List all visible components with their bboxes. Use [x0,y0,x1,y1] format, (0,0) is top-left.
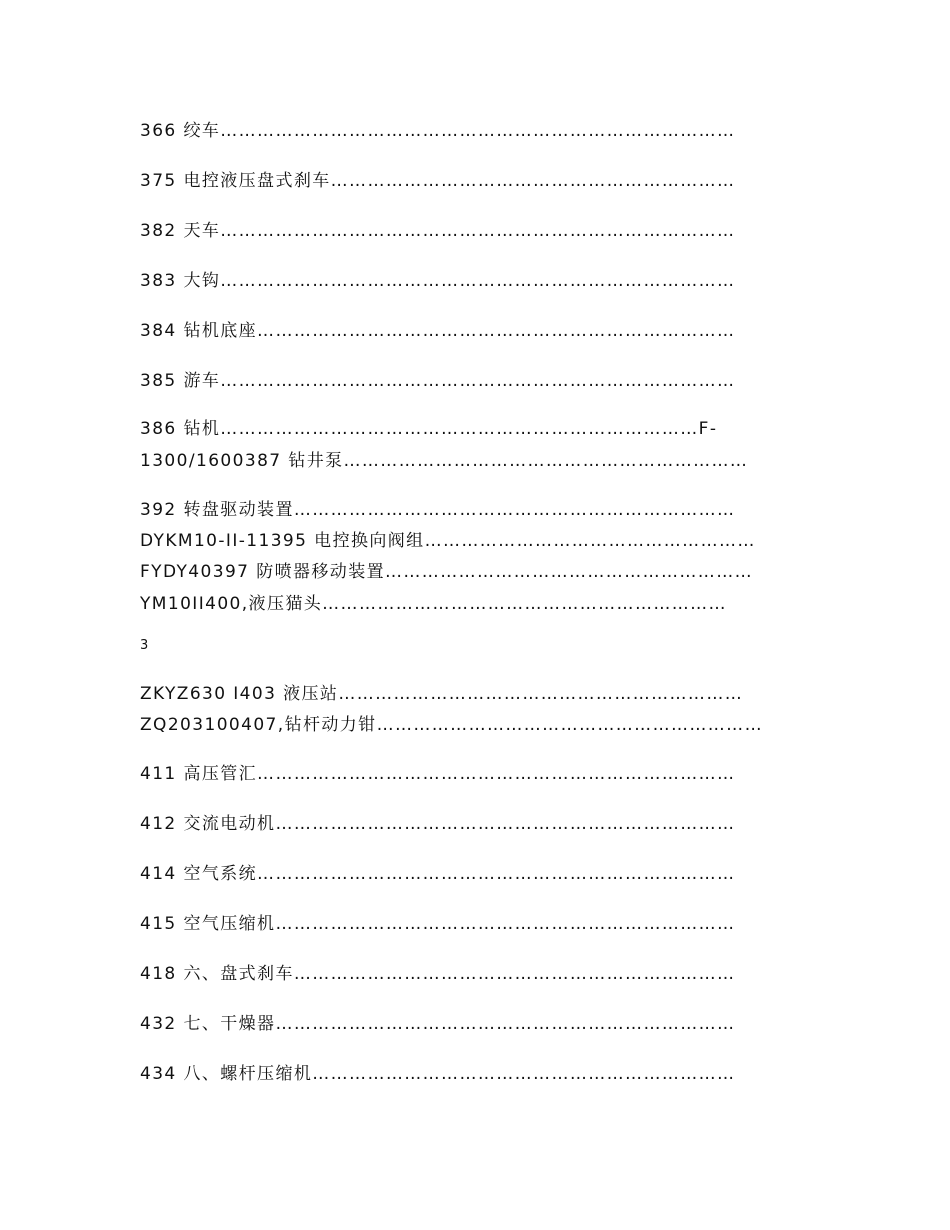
toc-line: 411 高压管汇…………………………………………………………………… [140,764,736,784]
toc-line: 415 空气压缩机………………………………………………………………… [140,914,736,934]
toc-line: ZQ203100407,钻杆动力钳……………………………………………………… [140,715,763,735]
toc-line: YM10II400,液压猫头………………………………………………………… [140,594,727,614]
toc-line: 434 八、螺杆压缩机…………………………………………………………… [140,1064,736,1084]
page-number: 3 [140,638,149,653]
toc-line: 366 绞车………………………………………………………………………… [140,121,736,141]
toc-line: 432 七、干燥器………………………………………………………………… [140,1014,736,1034]
toc-line: 1300/1600387 钻井泵………………………………………………………… [140,451,749,471]
toc-line: DYKM10-II-11395 电控换向阀组……………………………………………… [140,531,756,551]
toc-line: 385 游车………………………………………………………………………… [140,371,736,391]
toc-line: 382 天车………………………………………………………………………… [140,221,736,241]
toc-line: FYDY40397 防喷器移动装置…………………………………………………… [140,562,753,582]
toc-line: ZKYZ630 I403 液压站………………………………………………………… [140,684,744,704]
toc-line: 386 钻机……………………………………………………………………F- [140,419,718,439]
toc-line: 383 大钩………………………………………………………………………… [140,271,736,291]
toc-line: 418 六、盘式刹车……………………………………………………………… [140,964,736,984]
toc-line: 414 空气系统…………………………………………………………………… [140,864,736,884]
toc-line: 375 电控液压盘式刹车………………………………………………………… [140,171,736,191]
toc-line: 412 交流电动机………………………………………………………………… [140,814,736,834]
toc-line: 384 钻机底座…………………………………………………………………… [140,321,736,341]
toc-line: 392 转盘驱动装置……………………………………………………………… [140,500,736,520]
